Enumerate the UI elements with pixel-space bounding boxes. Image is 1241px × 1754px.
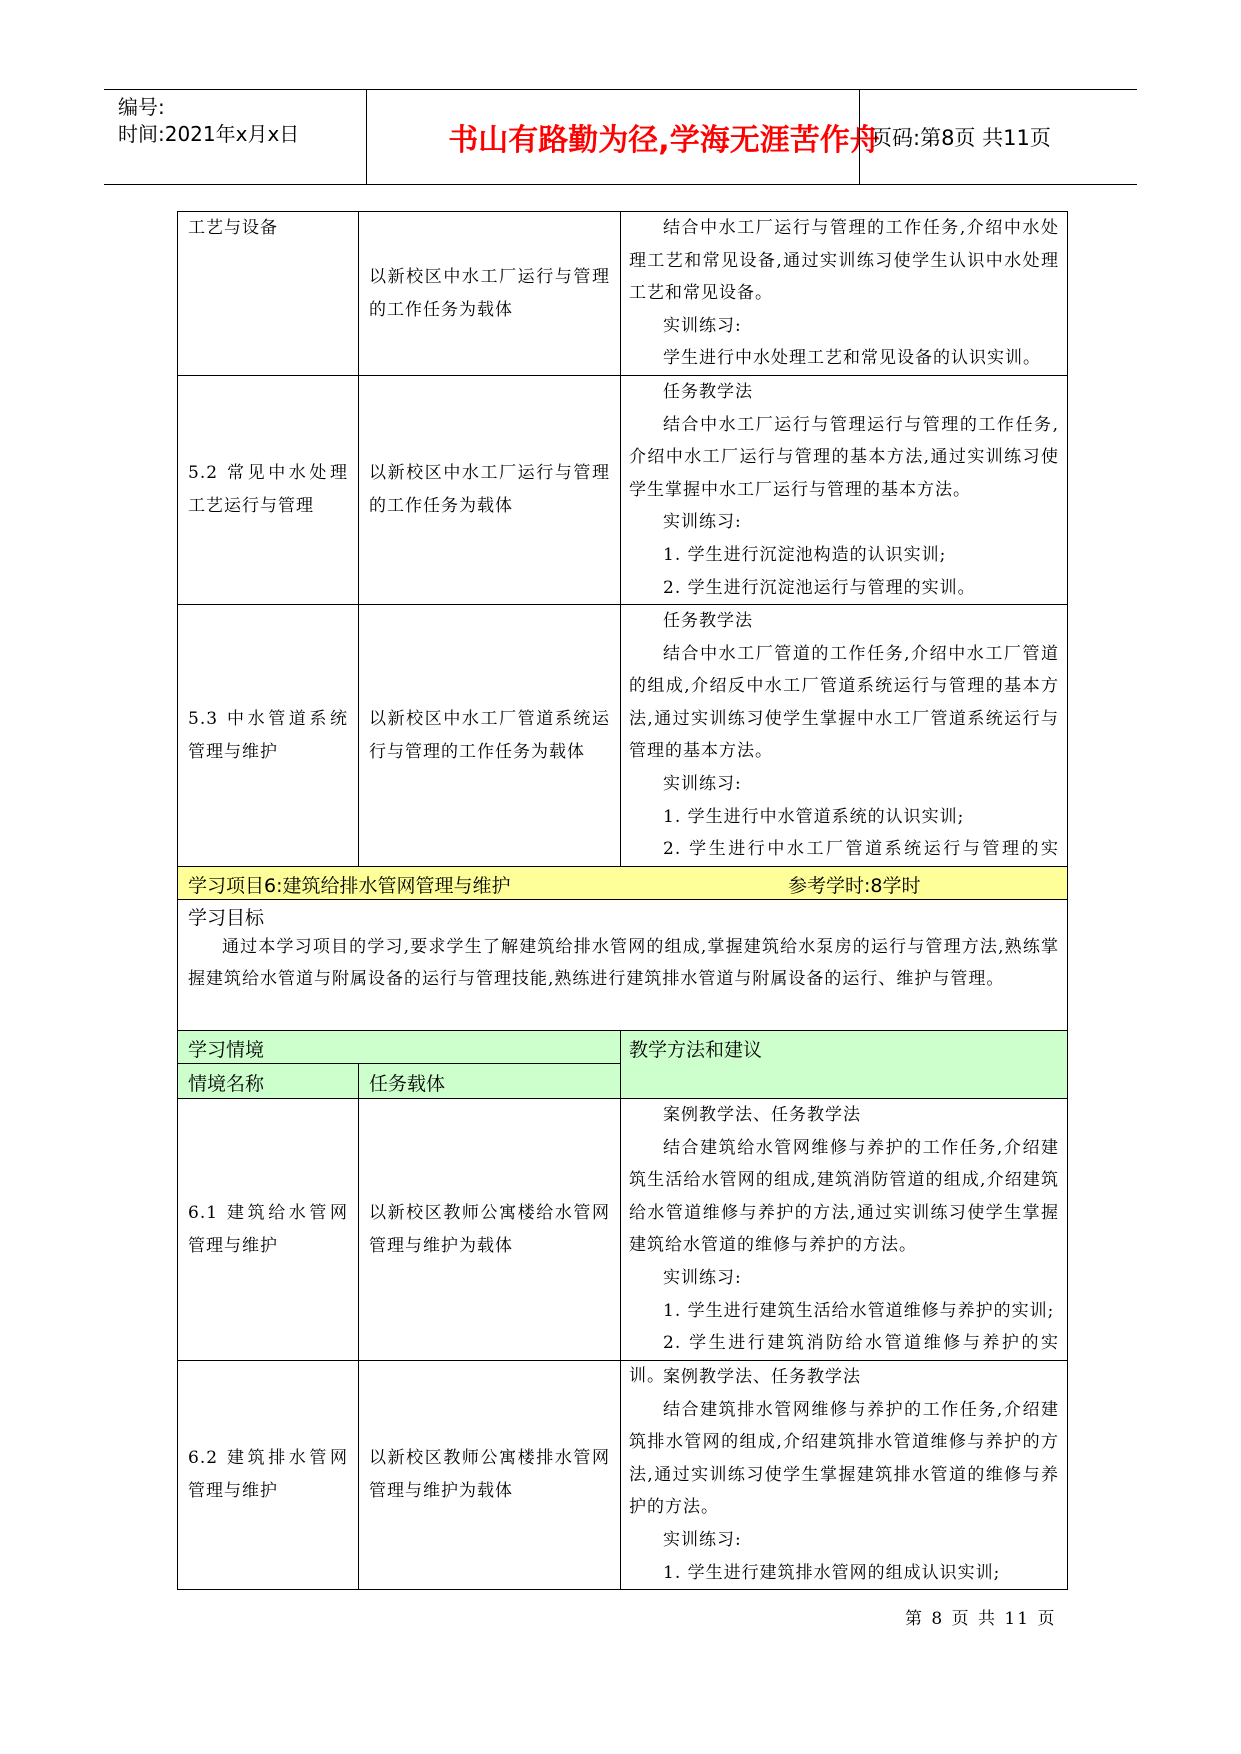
method-paragraph: 实训练习: bbox=[663, 512, 742, 533]
method-paragraph: 1. 学生进行沉淀池构造的认识实训; bbox=[663, 544, 947, 565]
situation-name: 5.2 常见中水处理工艺运行与管理 bbox=[188, 463, 348, 516]
carrier-text: 以新校区教师公寓楼给水管网管理与维护为载体 bbox=[369, 1202, 610, 1256]
situation-name-cell bbox=[178, 212, 359, 375]
method-paragraph: 实训练习: bbox=[663, 773, 742, 794]
situation-name-cell bbox=[178, 1099, 359, 1360]
number-label: 编号: bbox=[118, 95, 165, 119]
table-row bbox=[177, 605, 1068, 867]
carrier-cell bbox=[359, 605, 621, 866]
method-cell bbox=[621, 212, 1067, 375]
page-footer: 第 8 页 共 11 页 bbox=[905, 1609, 1057, 1629]
carrier-text: 以新校区中水工厂管道系统运行与管理的工作任务为载体 bbox=[369, 708, 610, 762]
project-title: 学习项目6:建筑给排水管网管理与维护 bbox=[188, 875, 511, 897]
method-paragraph: 任务教学法 bbox=[663, 611, 753, 631]
method-cell bbox=[621, 376, 1067, 604]
project-hours: 参考学时:8学时 bbox=[788, 875, 921, 897]
method-paragraph: 1. 学生进行建筑排水管网的组成认识实训; bbox=[663, 1562, 1001, 1583]
method-cell bbox=[621, 605, 1067, 866]
method-paragraph: 案例教学法、任务教学法 bbox=[663, 1367, 861, 1387]
header-divider bbox=[859, 90, 860, 184]
situation-name: 工艺与设备 bbox=[188, 218, 278, 238]
method-cell bbox=[621, 1099, 1067, 1386]
situation-name-cell bbox=[178, 376, 359, 604]
carrier-header: 任务载体 bbox=[369, 1073, 446, 1095]
carrier-header-cell bbox=[359, 1064, 621, 1098]
method-paragraph: 任务教学法 bbox=[663, 382, 753, 402]
method-paragraph: 2. 学生进行建筑消防给水管道维修与养护的实训。 bbox=[629, 1333, 1059, 1386]
name-header-cell bbox=[178, 1064, 359, 1098]
goal-text: 通过本学习项目的学习,要求学生了解建筑给排水管网的组成,掌握建筑给水泵房的运行与管理方法,熟练掌握建筑给水管道与附属设备的运行与管理技能,熟练进行建筑排水管道与附属设备的运行、维护与管理。 bbox=[188, 937, 1059, 989]
method-paragraph: 学生进行中水处理工艺和常见设备的认识实训。 bbox=[663, 348, 1041, 369]
time-label: 时间:2021年x月x日 bbox=[118, 122, 300, 146]
goal-label: 学习目标 bbox=[188, 907, 265, 929]
project-title-band bbox=[177, 867, 1068, 900]
method-paragraph: 实训练习: bbox=[663, 1267, 742, 1288]
method-paragraph: 1. 学生进行建筑生活给水管道维修与养护的实训; bbox=[663, 1300, 1055, 1321]
name-header: 情境名称 bbox=[188, 1073, 265, 1095]
method-header: 教学方法和建议 bbox=[629, 1039, 763, 1061]
learning-goal-section bbox=[177, 900, 1068, 1031]
table-row bbox=[177, 1099, 1068, 1386]
page-header bbox=[104, 89, 1137, 185]
method-paragraph: 结合中水工厂管道的工作任务,介绍中水工厂管道的组成,介绍反中水工厂管道系统运行与管理的基本方法,通过实训练习使学生掌握中水工厂管道系统运行与管理的基本方法。 bbox=[629, 643, 1059, 762]
situation-name-cell bbox=[178, 605, 359, 866]
situation-name-cell bbox=[178, 1361, 359, 1589]
carrier-cell bbox=[359, 376, 621, 604]
carrier-text: 以新校区中水工厂运行与管理的工作任务为载体 bbox=[369, 463, 610, 516]
carrier-cell bbox=[359, 1099, 621, 1360]
method-cell bbox=[621, 1361, 1067, 1589]
header-meta bbox=[118, 94, 299, 148]
table-row bbox=[177, 211, 1068, 376]
method-paragraph: 结合中水工厂运行与管理运行与管理的工作任务,介绍中水工厂运行与管理的基本方法,通过实训练习使学生掌握中水工厂运行与管理的基本方法。 bbox=[629, 414, 1059, 500]
situation-name: 6.1 建筑给水管网管理与维护 bbox=[188, 1202, 348, 1256]
situation-name: 5.3 中水管道系统管理与维护 bbox=[188, 708, 348, 762]
situation-header-cell bbox=[178, 1031, 621, 1064]
situation-table-header bbox=[177, 1031, 1068, 1099]
method-paragraph: 结合建筑排水管网维修与养护的工作任务,介绍建筑排水管网的组成,介绍建筑排水管道维修与养护的方法,通过实训练习使学生掌握建筑排水管道的维修与养护的方法。 bbox=[629, 1399, 1059, 1518]
situation-header: 学习情境 bbox=[188, 1039, 265, 1061]
method-paragraph: 实训练习: bbox=[663, 315, 742, 336]
method-paragraph: 1. 学生进行中水管道系统的认识实训; bbox=[663, 806, 965, 827]
method-paragraph: 结合中水工厂运行与管理的工作任务,介绍中水处理工艺和常见设备,通过实训练习使学生认识中水处理工艺和常见设备。 bbox=[629, 218, 1059, 304]
carrier-cell bbox=[359, 1361, 621, 1589]
table-row bbox=[177, 1361, 1068, 1590]
header-motto: 书山有路勤为径,学海无涯苦作舟 bbox=[448, 123, 880, 158]
method-paragraph: 2. 学生进行沉淀池运行与管理的实训。 bbox=[663, 577, 976, 598]
method-paragraph: 2. 学生进行中水工厂管道系统运行与管理的实 bbox=[663, 839, 1059, 860]
header-page-info: 页码:第8页 共11页 bbox=[871, 126, 1051, 150]
carrier-text: 以新校区中水工厂运行与管理的工作任务为载体 bbox=[369, 266, 610, 320]
carrier-cell bbox=[359, 212, 621, 375]
situation-name: 6.2 建筑排水管网管理与维护 bbox=[188, 1448, 348, 1501]
carrier-text: 以新校区教师公寓楼排水管网管理与维护为载体 bbox=[369, 1448, 610, 1501]
method-paragraph: 案例教学法、任务教学法 bbox=[663, 1105, 861, 1125]
method-paragraph: 结合建筑给水管网维修与养护的工作任务,介绍建筑生活给水管网的组成,建筑消防管道的组成,介绍建筑给水管道维修与养护的方法,通过实训练习使学生掌握建筑给水管道的维修与养护的方法。 bbox=[629, 1137, 1059, 1256]
table-row bbox=[177, 376, 1068, 605]
method-paragraph: 实训练习: bbox=[663, 1529, 742, 1550]
